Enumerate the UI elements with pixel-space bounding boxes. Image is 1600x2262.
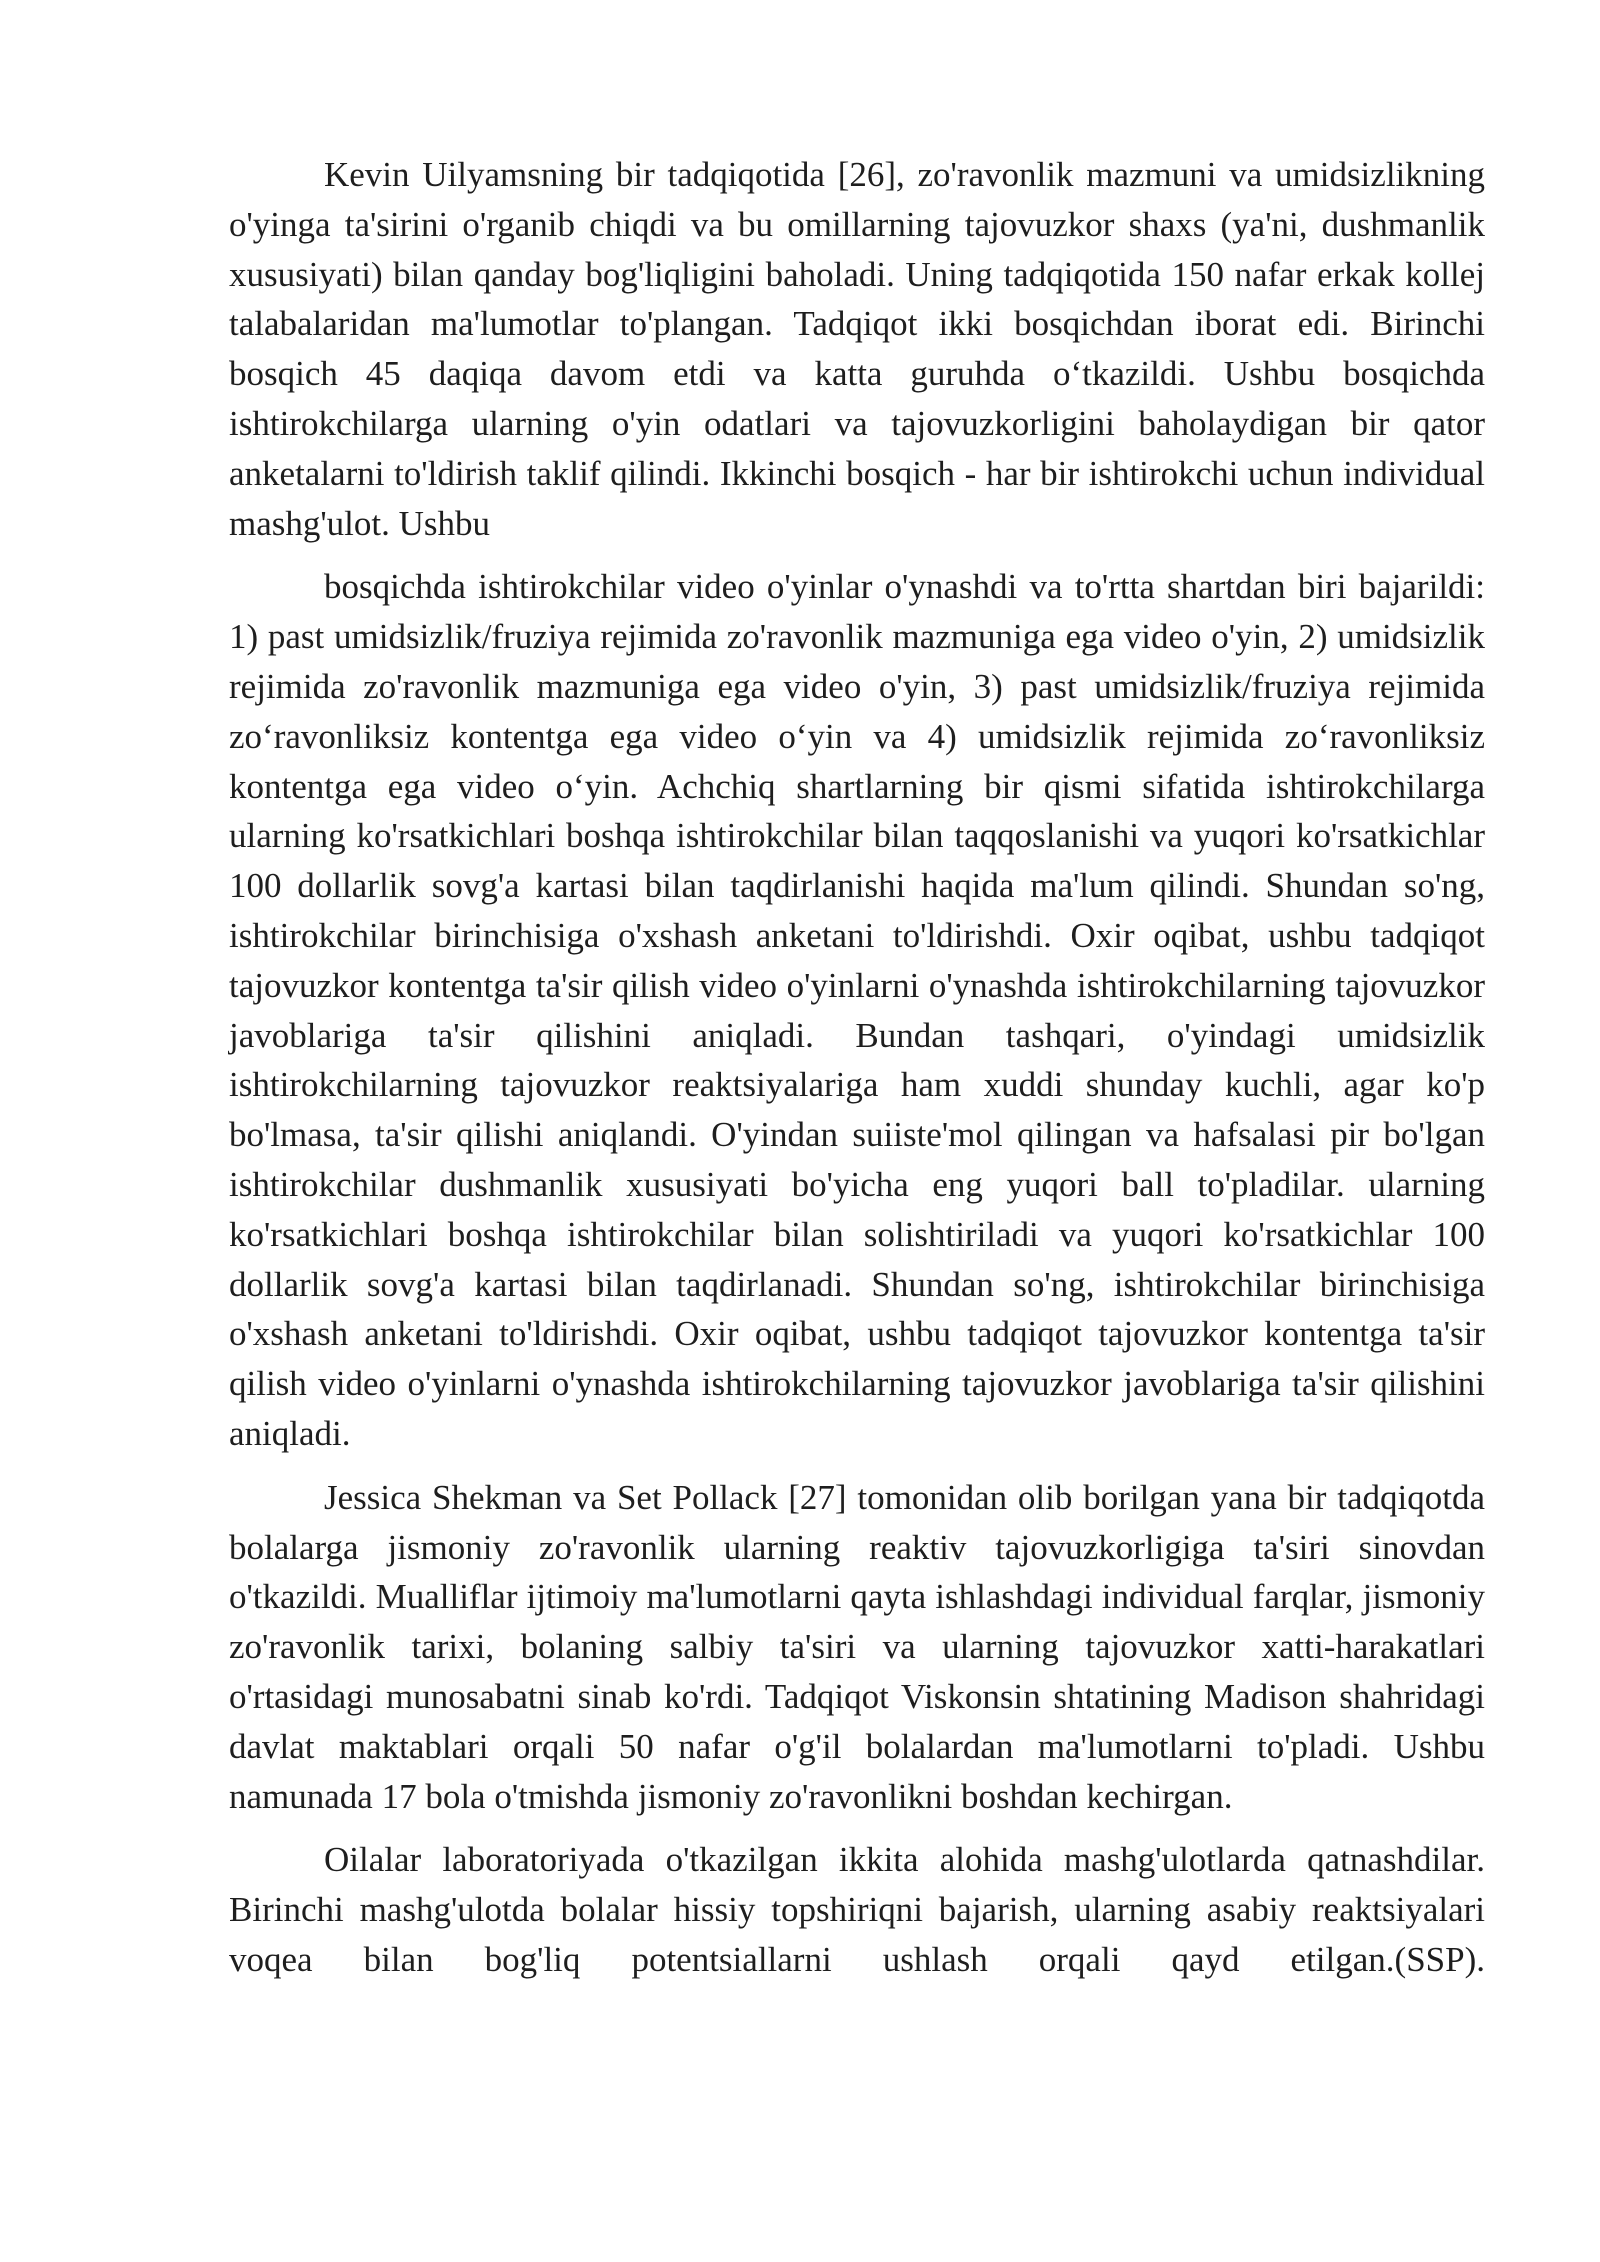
- document-body: [229, 150, 1485, 1999]
- paragraph-laboratory-sessions: Oilalar laboratoriyada o'tkazilgan ikkita alohida mashg'ulotlarda qatnashdilar. Birinchi mashg'ulotda bolalar hissiy topshiriqni bajarish, ularning asabiy reaktsiyalari voqea bilan bog'liq potentsiallarni ushlash orqali qayd etilgan.(SSP).: [229, 1840, 1485, 1979]
- paragraph-study-conditions: bosqichda ishtirokchilar video o'yinlar o'ynashdi va to'rtta shartdan biri bajarildi: 1) past umidsizlik/fruziya rejimida zo'ravonlik mazmuniga ega video o'yin, 2) umidsizlik rejimida zo'ravonlik mazmuniga ega video o'yin, 3) past umidsizlik/fruziya rejimida zo‘ravonliksiz kontentga ega video o‘yin va 4) umidsizlik rejimida zo‘ravonliksiz kontentga ega video o‘yin. Achchiq shartlarning bir qismi sifatida ishtirokchilarga ularning ko'rsatkichlari boshqa ishtirokchilar bilan taqqoslanishi va yuqori ko'rsatkichlar 100 dollarlik sovg'a kartasi bilan taqdirlanishi haqida ma'lum qilindi. Shundan so'ng, ishtirokchilar birinchisiga o'xshash anketani to'ldirishdi. Oxir oqibat, ushbu tadqiqot tajovuzkor kontentga ta'sir qilish video o'yinlarni o'ynashda ishtirokchilarning tajovuzkor javoblariga ta'sir qilishini aniqladi. Bundan tashqari, o'yindagi umidsizlik ishtirokchilarning tajovuzkor reaktsiyalariga ham xuddi shunday kuchli, agar ko'p bo'lmasa, ta'sir qilishi aniqlandi. O'yindan suiiste'mol qilingan va hafsalasi pir bo'lgan ishtirokchilar dushmanlik xususiyati bo'yicha eng yuqori ball to'pladilar. ularning ko'rsatkichlari boshqa ishtirokchilar bilan solishtiriladi va yuqori ko'rsatkichlar 100 dollarlik sovg'a kartasi bilan taqdirlanadi. Shundan so'ng, ishtirokchilar birinchisiga o'xshash anketani to'ldirishdi. Oxir oqibat, ushbu tadqiqot tajovuzkor kontentga ta'sir qilish video o'yinlarni o'ynashda ishtirokchilarning tajovuzkor javoblariga ta'sir qilishini aniqladi.: [229, 567, 1485, 1453]
- paragraph-williams-study: Kevin Uilyamsning bir tadqiqotida [26], zo'ravonlik mazmuni va umidsizlikning o'yinga ta'sirini o'rganib chiqdi va bu omillarning tajovuzkor shaxs (ya'ni, dushmanlik xususiyati) bilan qanday bog'liqligini baholadi. Uning tadqiqotida 150 nafar erkak kollej talabalaridan ma'lumotlar to'plangan. Tadqiqot ikki bosqichdan iborat edi. Birinchi bosqich 45 daqiqa davom etdi va katta guruhda o‘tkazildi. Ushbu bosqichda ishtirokchilarga ularning o'yin odatlari va tajovuzkorligini baholaydigan bir qator anketalarni to'ldirish taklif qilindi. Ikkinchi bosqich - har bir ishtirokchi uchun individual mashg'ulot. Ushbu: [229, 155, 1485, 543]
- paragraph-shekman-pollack-study: Jessica Shekman va Set Pollack [27] tomonidan olib borilgan yana bir tadqiqotda bolalarga jismoniy zo'ravonlik ularning reaktiv tajovuzkorligiga ta'siri sinovdan o'tkazildi. Mualliflar ijtimoiy ma'lumotlarni qayta ishlashdagi individual farqlar, jismoniy zo'ravonlik tarixi, bolaning salbiy ta'siri va ularning tajovuzkor xatti-harakatlari o'rtasidagi munosabatni sinab ko'rdi. Tadqiqot Viskonsin shtatining Madison shahridagi davlat maktablari orqali 50 nafar o'g'il bolalardan ma'lumotlarni to'pladi. Ushbu namunada 17 bola o'tmishda jismoniy zo'ravonlikni boshdan kechirgan.: [229, 1477, 1485, 1816]
